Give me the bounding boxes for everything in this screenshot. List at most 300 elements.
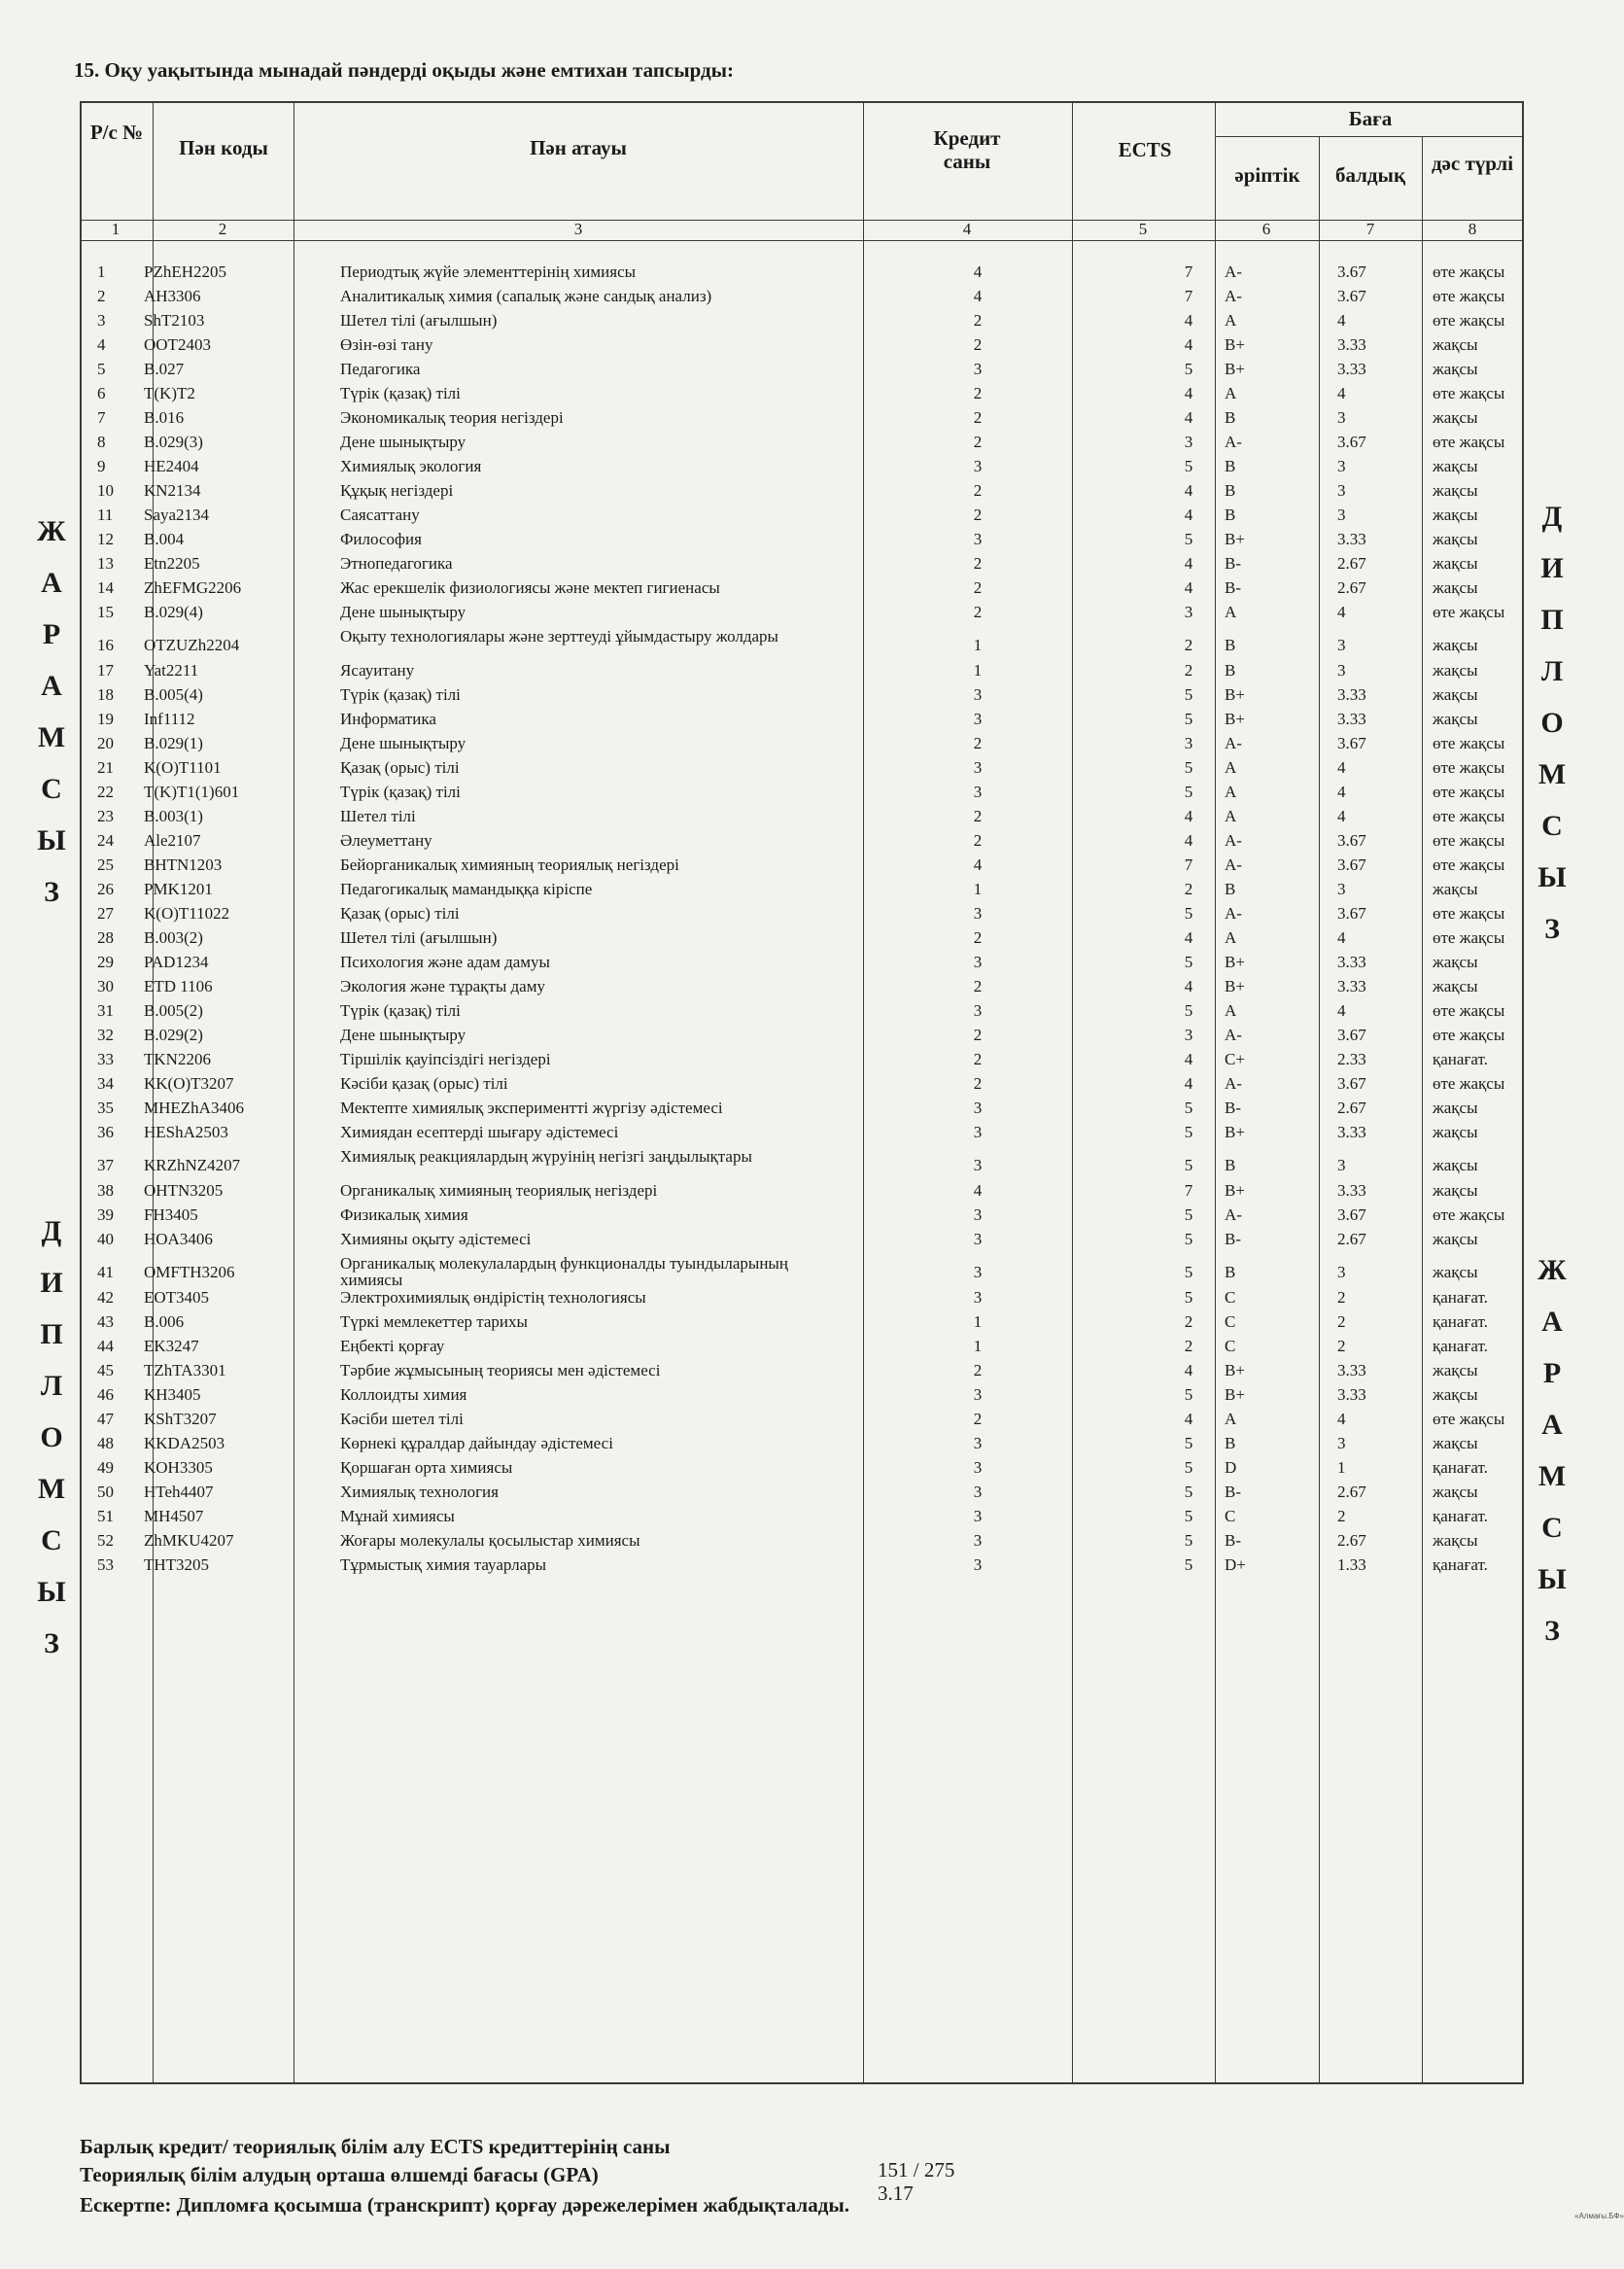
traditional-grade: жақсы xyxy=(1433,1230,1478,1248)
side-letter: А xyxy=(41,670,62,702)
ects-cell: 5 xyxy=(1184,904,1193,923)
grade-points: 3.67 xyxy=(1337,287,1366,305)
course-name: Көрнекі құралдар дайындау әдістемесі xyxy=(340,1434,613,1452)
grade-points: 3.33 xyxy=(1337,685,1366,704)
side-letter: С xyxy=(1541,1512,1563,1544)
grade-points: 3.67 xyxy=(1337,1205,1366,1224)
course-name: Тәрбие жұмысының теориясы мен әдістемесі xyxy=(340,1361,661,1379)
row-divider xyxy=(1215,136,1524,137)
row-number: 26 xyxy=(97,880,114,898)
letter-grade: A- xyxy=(1225,904,1242,923)
course-code: MH4507 xyxy=(144,1507,204,1525)
course-name: Кәсіби қазақ (орыс) тілі xyxy=(340,1074,508,1093)
grade-points: 3.33 xyxy=(1337,953,1366,971)
traditional-grade: қанағат. xyxy=(1433,1555,1488,1574)
course-code: ETD 1106 xyxy=(144,977,213,995)
header-letter: әріптік xyxy=(1234,163,1300,187)
course-name: Шетел тілі (ағылшын) xyxy=(340,928,498,947)
ects-cell: 2 xyxy=(1184,636,1193,654)
course-code: OHTN3205 xyxy=(144,1181,224,1200)
ects-cell: 5 xyxy=(1184,758,1193,777)
section-heading: 15. Оқу уақытында мынадай пәндерді оқыды және емтихан тапсырды: xyxy=(74,58,735,82)
traditional-grade: жақсы xyxy=(1433,457,1478,475)
side-letter: Л xyxy=(1540,655,1564,687)
traditional-grade: жақсы xyxy=(1433,530,1478,548)
grade-points: 3 xyxy=(1337,661,1346,680)
side-letter: З xyxy=(44,876,59,908)
course-code: K(O)T1101 xyxy=(144,758,222,777)
course-code: PMK1201 xyxy=(144,880,213,898)
grade-points: 4 xyxy=(1337,603,1346,621)
side-letter: С xyxy=(41,773,62,805)
row-number: 46 xyxy=(97,1385,114,1404)
row-number: 51 xyxy=(97,1507,114,1525)
row-number: 22 xyxy=(97,783,114,801)
ects-cell: 7 xyxy=(1184,855,1193,874)
row-number: 45 xyxy=(97,1361,114,1379)
row-number: 28 xyxy=(97,928,114,947)
ects-cell: 7 xyxy=(1184,287,1193,305)
letter-grade: B xyxy=(1225,1263,1236,1281)
row-number: 4 xyxy=(97,335,106,354)
letter-grade: B+ xyxy=(1225,977,1245,995)
ects-cell: 5 xyxy=(1184,1156,1193,1174)
print-stamp: «Алмағы.БФ» xyxy=(1574,2212,1624,2220)
ects-cell: 4 xyxy=(1184,1050,1193,1068)
course-name: Органикалық молекулалардың функционалды туындыларының химиясы xyxy=(340,1254,788,1289)
course-name: Информатика xyxy=(340,710,436,728)
course-code: EOT3405 xyxy=(144,1288,210,1307)
credits-cell: 3 xyxy=(973,530,983,548)
letter-grade: B- xyxy=(1225,554,1241,573)
course-name: Химиялық экология xyxy=(340,457,482,475)
letter-grade: B- xyxy=(1225,1230,1241,1248)
side-letter: А xyxy=(1541,1409,1563,1441)
credits-cell: 4 xyxy=(973,1181,983,1200)
side-letter: Л xyxy=(40,1370,63,1402)
row-number: 16 xyxy=(97,636,114,654)
course-name: Органикалық химияның теориялық негіздері xyxy=(340,1181,658,1200)
header-num: Р/с № xyxy=(89,121,144,144)
course-code: B.016 xyxy=(144,408,185,427)
grade-points: 3.33 xyxy=(1337,1181,1366,1200)
credits-cell: 3 xyxy=(973,953,983,971)
course-name: Кәсіби шетел тілі xyxy=(340,1410,464,1428)
grade-points: 3 xyxy=(1337,636,1346,654)
traditional-grade: өте жақсы xyxy=(1433,758,1505,777)
course-name: Оқыту технологиялары және зерттеуді ұйымдастыру жолдары xyxy=(340,627,778,646)
course-code: K(O)T11022 xyxy=(144,904,230,923)
course-code: B.003(2) xyxy=(144,928,203,947)
traditional-grade: өте жақсы xyxy=(1433,1001,1505,1020)
ects-cell: 4 xyxy=(1184,1361,1193,1379)
side-letter: Р xyxy=(42,618,61,650)
gpa-value: 3.17 xyxy=(878,2182,914,2205)
ects-cell: 5 xyxy=(1184,457,1193,475)
course-name: Дене шынықтыру xyxy=(340,433,466,451)
credits-cell: 4 xyxy=(973,287,983,305)
row-number: 43 xyxy=(97,1312,114,1331)
traditional-grade: өте жақсы xyxy=(1433,384,1505,402)
letter-grade: B+ xyxy=(1225,335,1245,354)
course-code: Inf1112 xyxy=(144,710,195,728)
credits-cell: 3 xyxy=(973,1385,983,1404)
traditional-grade: жақсы xyxy=(1433,335,1478,354)
grade-points: 3.33 xyxy=(1337,530,1366,548)
ects-cell: 3 xyxy=(1184,603,1193,621)
course-code: HTeh4407 xyxy=(144,1483,214,1501)
course-code: B.006 xyxy=(144,1312,185,1331)
side-letter: Ы xyxy=(37,1576,66,1608)
course-name: Экология және тұрақты даму xyxy=(340,977,545,995)
letter-grade: B+ xyxy=(1225,710,1245,728)
letter-grade: B xyxy=(1225,661,1236,680)
credits-cell: 3 xyxy=(973,1458,983,1477)
course-code: B.005(4) xyxy=(144,685,203,704)
credits-cell: 2 xyxy=(973,408,983,427)
letter-grade: A- xyxy=(1225,831,1242,850)
course-code: OMFTH3206 xyxy=(144,1263,235,1281)
course-name: Еңбекті қорғау xyxy=(340,1337,445,1355)
header-credits: Кредит саны xyxy=(933,126,1001,173)
traditional-grade: өте жақсы xyxy=(1433,855,1505,874)
side-letter: З xyxy=(1544,913,1560,945)
grade-points: 3 xyxy=(1337,481,1346,500)
side-letter: С xyxy=(41,1524,62,1556)
header-ects: ECTS xyxy=(1118,138,1172,161)
ects-cell: 5 xyxy=(1184,1483,1193,1501)
letter-grade: A xyxy=(1225,384,1237,402)
side-text-left-upper xyxy=(37,506,66,918)
credits-cell: 2 xyxy=(973,603,983,621)
letter-grade: B xyxy=(1225,1434,1236,1452)
letter-grade: C xyxy=(1225,1312,1236,1331)
side-letter: Ы xyxy=(1538,861,1567,893)
course-code: B.003(1) xyxy=(144,807,203,825)
column-number: 7 xyxy=(1365,220,1375,238)
course-name: Мектепте химиялық экспериментті жүргізу әдістемесі xyxy=(340,1099,723,1117)
credits-cell: 2 xyxy=(973,578,983,597)
row-number: 52 xyxy=(97,1531,114,1550)
grade-points: 3 xyxy=(1337,1434,1346,1452)
credits-cell: 2 xyxy=(973,928,983,947)
course-code: Yat2211 xyxy=(144,661,199,680)
course-name: Физикалық химия xyxy=(340,1205,468,1224)
row-number: 13 xyxy=(97,554,114,573)
grade-points: 2.67 xyxy=(1337,578,1366,597)
grade-points: 3.33 xyxy=(1337,977,1366,995)
credits-cell: 3 xyxy=(973,1531,983,1550)
course-name: Өзін-өзі тану xyxy=(340,335,433,354)
grade-points: 2.33 xyxy=(1337,1050,1366,1068)
letter-grade: A- xyxy=(1225,1026,1242,1044)
course-code: KH3405 xyxy=(144,1385,201,1404)
grade-points: 2 xyxy=(1337,1507,1346,1525)
credits-cell: 3 xyxy=(973,904,983,923)
credits-cell: 3 xyxy=(973,1288,983,1307)
course-name: Түрік (қазақ) тілі xyxy=(340,384,461,402)
row-number: 31 xyxy=(97,1001,114,1020)
course-name: Химиялық реакциялардың жүруінің негізгі заңдылықтары xyxy=(340,1147,752,1166)
row-number: 48 xyxy=(97,1434,114,1452)
credits-cell: 3 xyxy=(973,1507,983,1525)
letter-grade: B- xyxy=(1225,1099,1241,1117)
ects-cell: 5 xyxy=(1184,953,1193,971)
row-number: 17 xyxy=(97,661,114,680)
credits-cell: 3 xyxy=(973,1555,983,1574)
course-name: Химияны оқыту әдістемесі xyxy=(340,1230,532,1248)
col-divider xyxy=(863,101,864,2084)
letter-grade: A xyxy=(1225,603,1237,621)
row-number: 50 xyxy=(97,1483,114,1501)
side-letter: М xyxy=(37,721,66,753)
letter-grade: B+ xyxy=(1225,953,1245,971)
grade-points: 4 xyxy=(1337,311,1346,330)
course-name: Химиялық технология xyxy=(340,1483,499,1501)
traditional-grade: жақсы xyxy=(1433,1263,1478,1281)
grade-points: 2.67 xyxy=(1337,554,1366,573)
traditional-grade: жақсы xyxy=(1433,1361,1478,1379)
course-code: KShT3207 xyxy=(144,1410,217,1428)
ects-cell: 4 xyxy=(1184,408,1193,427)
grade-points: 3.33 xyxy=(1337,335,1366,354)
grade-points: 4 xyxy=(1337,783,1346,801)
course-code: EK3247 xyxy=(144,1337,199,1355)
ects-cell: 4 xyxy=(1184,807,1193,825)
ects-cell: 5 xyxy=(1184,1385,1193,1404)
traditional-grade: жақсы xyxy=(1433,360,1478,378)
traditional-grade: өте жақсы xyxy=(1433,1074,1505,1093)
side-letter: Р xyxy=(1542,1357,1562,1389)
course-name: Дене шынықтыру xyxy=(340,734,466,752)
grade-points: 4 xyxy=(1337,1410,1346,1428)
grade-points: 2 xyxy=(1337,1337,1346,1355)
row-number: 32 xyxy=(97,1026,114,1044)
course-code: TZhTA3301 xyxy=(144,1361,226,1379)
credits-cell: 3 xyxy=(973,1434,983,1452)
credits-cell: 3 xyxy=(973,1099,983,1117)
ects-cell: 4 xyxy=(1184,1410,1193,1428)
row-number: 19 xyxy=(97,710,114,728)
course-code: ZhMKU4207 xyxy=(144,1531,234,1550)
traditional-grade: қанағат. xyxy=(1433,1458,1488,1477)
course-code: T(K)T2 xyxy=(144,384,195,402)
credits-cell: 3 xyxy=(973,783,983,801)
ects-cell: 7 xyxy=(1184,1181,1193,1200)
column-number: 2 xyxy=(218,220,227,238)
course-name: Экономикалық теория негіздері xyxy=(340,408,564,427)
course-code: BHTN1203 xyxy=(144,855,223,874)
ects-cell: 5 xyxy=(1184,1099,1193,1117)
course-name: Тұрмыстық химия тауарлары xyxy=(340,1555,547,1574)
grade-points: 3.67 xyxy=(1337,734,1366,752)
traditional-grade: жақсы xyxy=(1433,481,1478,500)
course-code: HOA3406 xyxy=(144,1230,213,1248)
credits-cell: 2 xyxy=(973,554,983,573)
grade-points: 4 xyxy=(1337,928,1346,947)
grade-points: 3.33 xyxy=(1337,1123,1366,1141)
row-number: 33 xyxy=(97,1050,114,1068)
credits-cell: 2 xyxy=(973,1361,983,1379)
course-name: Түрік (қазақ) тілі xyxy=(340,1001,461,1020)
grade-points: 3 xyxy=(1337,408,1346,427)
ects-cell: 2 xyxy=(1184,661,1193,680)
row-number: 39 xyxy=(97,1205,114,1224)
course-code: KN2134 xyxy=(144,481,201,500)
credits-cell: 2 xyxy=(973,311,983,330)
credits-cell: 3 xyxy=(973,1230,983,1248)
course-name: Психология және адам дамуы xyxy=(340,953,550,971)
traditional-grade: жақсы xyxy=(1433,880,1478,898)
ects-cell: 4 xyxy=(1184,311,1193,330)
credits-cell: 3 xyxy=(973,1205,983,1224)
credits-cell: 2 xyxy=(973,1026,983,1044)
letter-grade: B- xyxy=(1225,578,1241,597)
side-letter: Ж xyxy=(1538,1254,1567,1286)
course-name: Жоғары молекулалы қосылыстар химиясы xyxy=(340,1531,640,1550)
grade-points: 2.67 xyxy=(1337,1099,1366,1117)
course-code: THT3205 xyxy=(144,1555,210,1574)
row-number: 18 xyxy=(97,685,114,704)
grade-points: 3.67 xyxy=(1337,831,1366,850)
row-number: 20 xyxy=(97,734,114,752)
traditional-grade: жақсы xyxy=(1433,408,1478,427)
letter-grade: B+ xyxy=(1225,1181,1245,1200)
row-number: 35 xyxy=(97,1099,114,1117)
col-divider xyxy=(1215,101,1216,2084)
letter-grade: A- xyxy=(1225,734,1242,752)
header-code: Пән коды xyxy=(179,136,268,159)
course-code: B.005(2) xyxy=(144,1001,203,1020)
course-name: Түрік (қазақ) тілі xyxy=(340,685,461,704)
traditional-grade: өте жақсы xyxy=(1433,262,1505,281)
letter-grade: B+ xyxy=(1225,1385,1245,1404)
credits-cell: 2 xyxy=(973,977,983,995)
traditional-grade: жақсы xyxy=(1433,661,1478,680)
credits-cell: 4 xyxy=(973,262,983,281)
course-name: Жас ерекшелік физиологиясы және мектеп гигиенасы xyxy=(340,578,720,597)
traditional-grade: өте жақсы xyxy=(1433,1205,1505,1224)
header-traditional: дәс түрлі xyxy=(1431,152,1514,175)
letter-grade: B+ xyxy=(1225,360,1245,378)
course-name: Қоршаған орта химиясы xyxy=(340,1458,513,1477)
gpa-label: Теориялық білім алудың орташа өлшемді бағасы (GPA) xyxy=(80,2163,599,2186)
course-name: Шетел тілі (ағылшын) xyxy=(340,311,498,330)
course-code: HEShA2503 xyxy=(144,1123,228,1141)
row-number: 42 xyxy=(97,1288,114,1307)
traditional-grade: жақсы xyxy=(1433,506,1478,524)
column-number: 1 xyxy=(111,220,121,238)
ects-cell: 2 xyxy=(1184,1312,1193,1331)
course-name: Периодтық жүйе элементтерінің химиясы xyxy=(340,262,637,281)
letter-grade: A- xyxy=(1225,287,1242,305)
credits-cell: 2 xyxy=(973,384,983,402)
row-number: 6 xyxy=(97,384,106,402)
letter-grade: D xyxy=(1225,1458,1237,1477)
credits-cell: 2 xyxy=(973,506,983,524)
course-name: Тіршілік қауіпсіздігі негіздері xyxy=(340,1050,551,1068)
row-number: 47 xyxy=(97,1410,114,1428)
letter-grade: C xyxy=(1225,1288,1236,1307)
row-number: 44 xyxy=(97,1337,114,1355)
row-number: 14 xyxy=(97,578,114,597)
ects-cell: 5 xyxy=(1184,1230,1193,1248)
ects-cell: 3 xyxy=(1184,734,1193,752)
side-letter: П xyxy=(1540,604,1564,636)
traditional-grade: өте жақсы xyxy=(1433,807,1505,825)
side-letter: З xyxy=(1544,1615,1560,1647)
grade-points: 3 xyxy=(1337,506,1346,524)
letter-grade: B xyxy=(1225,481,1236,500)
credits-cell: 1 xyxy=(973,880,983,898)
traditional-grade: жақсы xyxy=(1433,1483,1478,1501)
row-number: 36 xyxy=(97,1123,114,1141)
traditional-grade: өте жақсы xyxy=(1433,783,1505,801)
side-letter: О xyxy=(40,1421,63,1453)
credits-cell: 3 xyxy=(973,360,983,378)
course-code: B.029(2) xyxy=(144,1026,203,1044)
row-number: 40 xyxy=(97,1230,114,1248)
traditional-grade: жақсы xyxy=(1433,953,1478,971)
side-letter: Ж xyxy=(37,515,66,547)
grade-points: 2 xyxy=(1337,1312,1346,1331)
grade-points: 1.33 xyxy=(1337,1555,1366,1574)
credits-cell: 1 xyxy=(973,1337,983,1355)
total-credits-value: 151 / 275 xyxy=(878,2158,955,2182)
letter-grade: A- xyxy=(1225,1074,1242,1093)
credits-cell: 3 xyxy=(973,1263,983,1281)
ects-cell: 5 xyxy=(1184,1288,1193,1307)
side-letter: М xyxy=(37,1473,66,1505)
ects-cell: 4 xyxy=(1184,831,1193,850)
ects-cell: 4 xyxy=(1184,481,1193,500)
col-divider xyxy=(1422,136,1423,2084)
grade-points: 4 xyxy=(1337,1001,1346,1020)
course-name: Педагогикалық мамандыққа кіріспе xyxy=(340,880,593,898)
letter-grade: A- xyxy=(1225,262,1242,281)
column-number: 3 xyxy=(573,220,583,238)
traditional-grade: өте жақсы xyxy=(1433,928,1505,947)
row-number: 24 xyxy=(97,831,114,850)
side-letter: И xyxy=(40,1267,63,1299)
side-text-right-upper xyxy=(1538,491,1567,955)
ects-cell: 5 xyxy=(1184,1531,1193,1550)
grade-points: 3 xyxy=(1337,457,1346,475)
credits-cell: 3 xyxy=(973,1156,983,1174)
letter-grade: A- xyxy=(1225,855,1242,874)
ects-cell: 5 xyxy=(1184,1001,1193,1020)
letter-grade: B xyxy=(1225,506,1236,524)
letter-grade: C xyxy=(1225,1337,1236,1355)
course-name: Түрік (қазақ) тілі xyxy=(340,783,461,801)
grade-points: 3.33 xyxy=(1337,360,1366,378)
credits-cell: 3 xyxy=(973,758,983,777)
column-number: 8 xyxy=(1468,220,1477,238)
ects-cell: 5 xyxy=(1184,1507,1193,1525)
row-number: 2 xyxy=(97,287,106,305)
letter-grade: B+ xyxy=(1225,1361,1245,1379)
row-number: 3 xyxy=(97,311,106,330)
traditional-grade: қанағат. xyxy=(1433,1312,1488,1331)
traditional-grade: жақсы xyxy=(1433,1531,1478,1550)
course-name: Саясаттану xyxy=(340,506,420,524)
traditional-grade: қанағат. xyxy=(1433,1337,1488,1355)
grade-points: 2.67 xyxy=(1337,1531,1366,1550)
ects-cell: 5 xyxy=(1184,1458,1193,1477)
row-number: 38 xyxy=(97,1181,114,1200)
traditional-grade: жақсы xyxy=(1433,636,1478,654)
grade-points: 3.67 xyxy=(1337,1026,1366,1044)
